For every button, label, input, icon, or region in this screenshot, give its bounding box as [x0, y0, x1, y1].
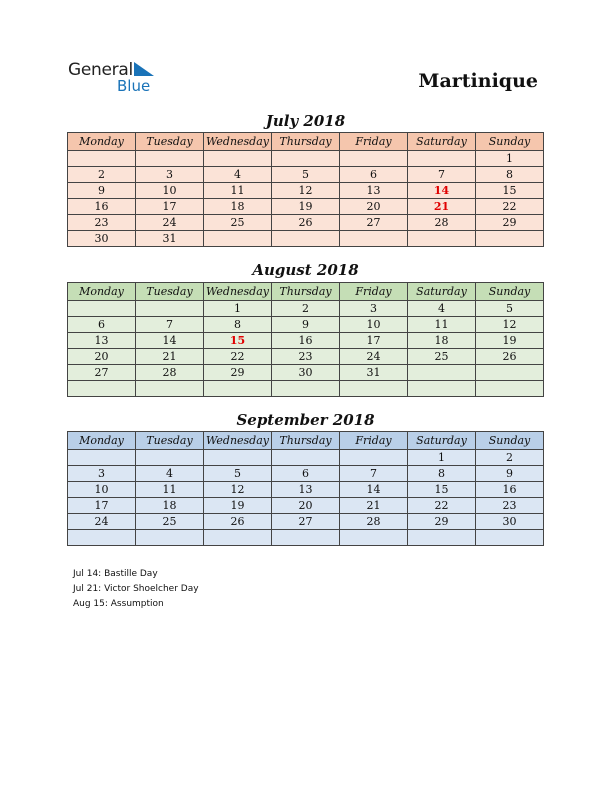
empty-day-cell — [272, 151, 340, 167]
empty-day-cell — [204, 151, 272, 167]
week-row — [68, 183, 544, 199]
day-cell: 1 — [408, 450, 476, 466]
week-row — [68, 514, 544, 530]
day-cell: 30 — [476, 514, 544, 530]
day-cell: 5 — [272, 167, 340, 183]
day-cell: 5 — [204, 466, 272, 482]
logo-word-general: General — [68, 60, 133, 80]
day-cell: 27 — [340, 215, 408, 231]
day-cell: 17 — [340, 333, 408, 349]
empty-day-cell — [272, 231, 340, 247]
week-row — [68, 151, 544, 167]
calendar-july — [67, 132, 544, 247]
empty-day-cell — [408, 231, 476, 247]
day-cell: 8 — [204, 317, 272, 333]
general-blue-logo — [68, 60, 168, 96]
day-cell: 2 — [68, 167, 136, 183]
day-cell: 7 — [408, 167, 476, 183]
day-cell: 13 — [272, 482, 340, 498]
weekday-header: Friday — [340, 432, 408, 450]
empty-day-cell — [68, 301, 136, 317]
day-cell: 16 — [476, 482, 544, 498]
day-cell: 10 — [68, 482, 136, 498]
weekday-header-row — [68, 283, 544, 301]
empty-day-cell — [204, 231, 272, 247]
day-cell: 24 — [340, 349, 408, 365]
weekday-header: Friday — [340, 133, 408, 151]
week-row — [68, 215, 544, 231]
empty-day-cell — [476, 530, 544, 546]
day-cell: 18 — [408, 333, 476, 349]
day-cell: 1 — [476, 151, 544, 167]
empty-day-cell — [476, 365, 544, 381]
empty-day-cell — [408, 381, 476, 397]
empty-day-cell — [408, 530, 476, 546]
day-cell: 15 — [408, 482, 476, 498]
week-row — [68, 466, 544, 482]
day-cell: 16 — [272, 333, 340, 349]
empty-day-cell — [272, 381, 340, 397]
day-cell: 23 — [272, 349, 340, 365]
holiday-list — [73, 567, 199, 612]
day-cell: 14 — [136, 333, 204, 349]
day-cell: 12 — [476, 317, 544, 333]
weekday-header: Tuesday — [136, 133, 204, 151]
day-cell: 22 — [204, 349, 272, 365]
week-row — [68, 199, 544, 215]
day-cell: 9 — [476, 466, 544, 482]
weekday-header: Saturday — [408, 432, 476, 450]
day-cell: 16 — [68, 199, 136, 215]
empty-day-cell — [476, 381, 544, 397]
weekday-header: Friday — [340, 283, 408, 301]
day-cell: 31 — [136, 231, 204, 247]
day-cell: 29 — [204, 365, 272, 381]
day-cell: 21 — [136, 349, 204, 365]
weekday-header: Tuesday — [136, 432, 204, 450]
day-cell: 9 — [272, 317, 340, 333]
empty-day-cell — [68, 450, 136, 466]
day-cell: 31 — [340, 365, 408, 381]
day-cell: 24 — [136, 215, 204, 231]
day-cell: 10 — [340, 317, 408, 333]
day-cell: 14 — [340, 482, 408, 498]
day-cell: 7 — [340, 466, 408, 482]
weekday-header: Thursday — [272, 133, 340, 151]
month-title-august: August 2018 — [252, 261, 359, 279]
day-cell: 12 — [272, 183, 340, 199]
empty-day-cell — [136, 450, 204, 466]
day-cell: 13 — [68, 333, 136, 349]
empty-day-cell — [204, 530, 272, 546]
week-row — [68, 381, 544, 397]
weekday-header: Wednesday — [204, 133, 272, 151]
empty-day-cell — [68, 151, 136, 167]
day-cell: 13 — [340, 183, 408, 199]
day-cell: 24 — [68, 514, 136, 530]
weekday-header: Monday — [68, 133, 136, 151]
day-cell: 23 — [68, 215, 136, 231]
day-cell: 6 — [68, 317, 136, 333]
day-cell: 20 — [272, 498, 340, 514]
day-cell: 17 — [68, 498, 136, 514]
weekday-header: Tuesday — [136, 283, 204, 301]
weekday-header: Sunday — [476, 432, 544, 450]
day-cell: 18 — [204, 199, 272, 215]
day-cell: 11 — [204, 183, 272, 199]
day-cell: 10 — [136, 183, 204, 199]
day-cell: 25 — [136, 514, 204, 530]
day-cell: 29 — [476, 215, 544, 231]
day-cell: 1 — [204, 301, 272, 317]
day-cell: 29 — [408, 514, 476, 530]
week-row — [68, 317, 544, 333]
day-cell: 11 — [408, 317, 476, 333]
empty-day-cell — [272, 530, 340, 546]
week-row — [68, 530, 544, 546]
weekday-header-row — [68, 432, 544, 450]
day-cell: 27 — [272, 514, 340, 530]
day-cell: 30 — [272, 365, 340, 381]
day-cell: 12 — [204, 482, 272, 498]
month-title-september: September 2018 — [236, 411, 375, 429]
day-cell: 8 — [476, 167, 544, 183]
holiday-item: Aug 15: Assumption — [73, 599, 164, 609]
empty-day-cell — [136, 381, 204, 397]
empty-day-cell — [68, 530, 136, 546]
week-row — [68, 231, 544, 247]
weekday-header: Monday — [68, 432, 136, 450]
day-cell: 26 — [204, 514, 272, 530]
week-row — [68, 365, 544, 381]
weekday-header: Wednesday — [204, 283, 272, 301]
empty-day-cell — [272, 450, 340, 466]
logo-word-blue: Blue — [117, 77, 151, 95]
day-cell: 19 — [272, 199, 340, 215]
empty-day-cell — [204, 381, 272, 397]
day-cell: 25 — [204, 215, 272, 231]
day-cell: 22 — [408, 498, 476, 514]
day-cell: 26 — [476, 349, 544, 365]
weekday-header: Sunday — [476, 283, 544, 301]
week-row — [68, 450, 544, 466]
day-cell: 28 — [136, 365, 204, 381]
day-cell: 20 — [340, 199, 408, 215]
empty-day-cell — [136, 530, 204, 546]
empty-day-cell — [204, 450, 272, 466]
week-row — [68, 349, 544, 365]
day-cell: 20 — [68, 349, 136, 365]
logo-flag-icon — [134, 62, 154, 78]
day-cell: 22 — [476, 199, 544, 215]
weekday-header: Saturday — [408, 133, 476, 151]
day-cell: 8 — [408, 466, 476, 482]
day-cell: 3 — [340, 301, 408, 317]
empty-day-cell — [476, 231, 544, 247]
day-cell: 7 — [136, 317, 204, 333]
empty-day-cell — [408, 151, 476, 167]
country-title: Martinique — [418, 70, 538, 92]
empty-day-cell — [136, 151, 204, 167]
day-cell: 3 — [68, 466, 136, 482]
day-cell: 23 — [476, 498, 544, 514]
weekday-header: Monday — [68, 283, 136, 301]
day-cell: 2 — [272, 301, 340, 317]
day-cell: 4 — [204, 167, 272, 183]
day-cell: 9 — [68, 183, 136, 199]
week-row — [68, 498, 544, 514]
day-cell: 19 — [204, 498, 272, 514]
empty-day-cell — [340, 151, 408, 167]
empty-day-cell — [68, 381, 136, 397]
empty-day-cell — [340, 530, 408, 546]
weekday-header: Sunday — [476, 133, 544, 151]
day-cell: 3 — [136, 167, 204, 183]
day-cell: 15 — [476, 183, 544, 199]
day-cell: 6 — [272, 466, 340, 482]
holiday-item: Jul 14: Bastille Day — [73, 569, 158, 579]
day-cell: 21 — [340, 498, 408, 514]
day-cell: 26 — [272, 215, 340, 231]
holiday-day-cell: 14 — [408, 183, 476, 199]
calendar-august — [67, 282, 544, 397]
week-row — [68, 482, 544, 498]
weekday-header: Saturday — [408, 283, 476, 301]
day-cell: 27 — [68, 365, 136, 381]
week-row — [68, 333, 544, 349]
day-cell: 28 — [340, 514, 408, 530]
holiday-day-cell: 21 — [408, 199, 476, 215]
day-cell: 5 — [476, 301, 544, 317]
day-cell: 30 — [68, 231, 136, 247]
holiday-item: Jul 21: Victor Shoelcher Day — [73, 584, 199, 594]
day-cell: 28 — [408, 215, 476, 231]
empty-day-cell — [340, 231, 408, 247]
day-cell: 6 — [340, 167, 408, 183]
month-title-july: July 2018 — [265, 112, 346, 130]
week-row — [68, 301, 544, 317]
holiday-day-cell: 15 — [204, 333, 272, 349]
day-cell: 17 — [136, 199, 204, 215]
week-row — [68, 167, 544, 183]
empty-day-cell — [136, 301, 204, 317]
day-cell: 4 — [408, 301, 476, 317]
day-cell: 11 — [136, 482, 204, 498]
empty-day-cell — [340, 381, 408, 397]
day-cell: 4 — [136, 466, 204, 482]
weekday-header: Thursday — [272, 283, 340, 301]
day-cell: 25 — [408, 349, 476, 365]
weekday-header: Thursday — [272, 432, 340, 450]
weekday-header: Wednesday — [204, 432, 272, 450]
day-cell: 19 — [476, 333, 544, 349]
day-cell: 2 — [476, 450, 544, 466]
day-cell: 18 — [136, 498, 204, 514]
weekday-header-row — [68, 133, 544, 151]
empty-day-cell — [408, 365, 476, 381]
calendar-september — [67, 431, 544, 546]
empty-day-cell — [340, 450, 408, 466]
